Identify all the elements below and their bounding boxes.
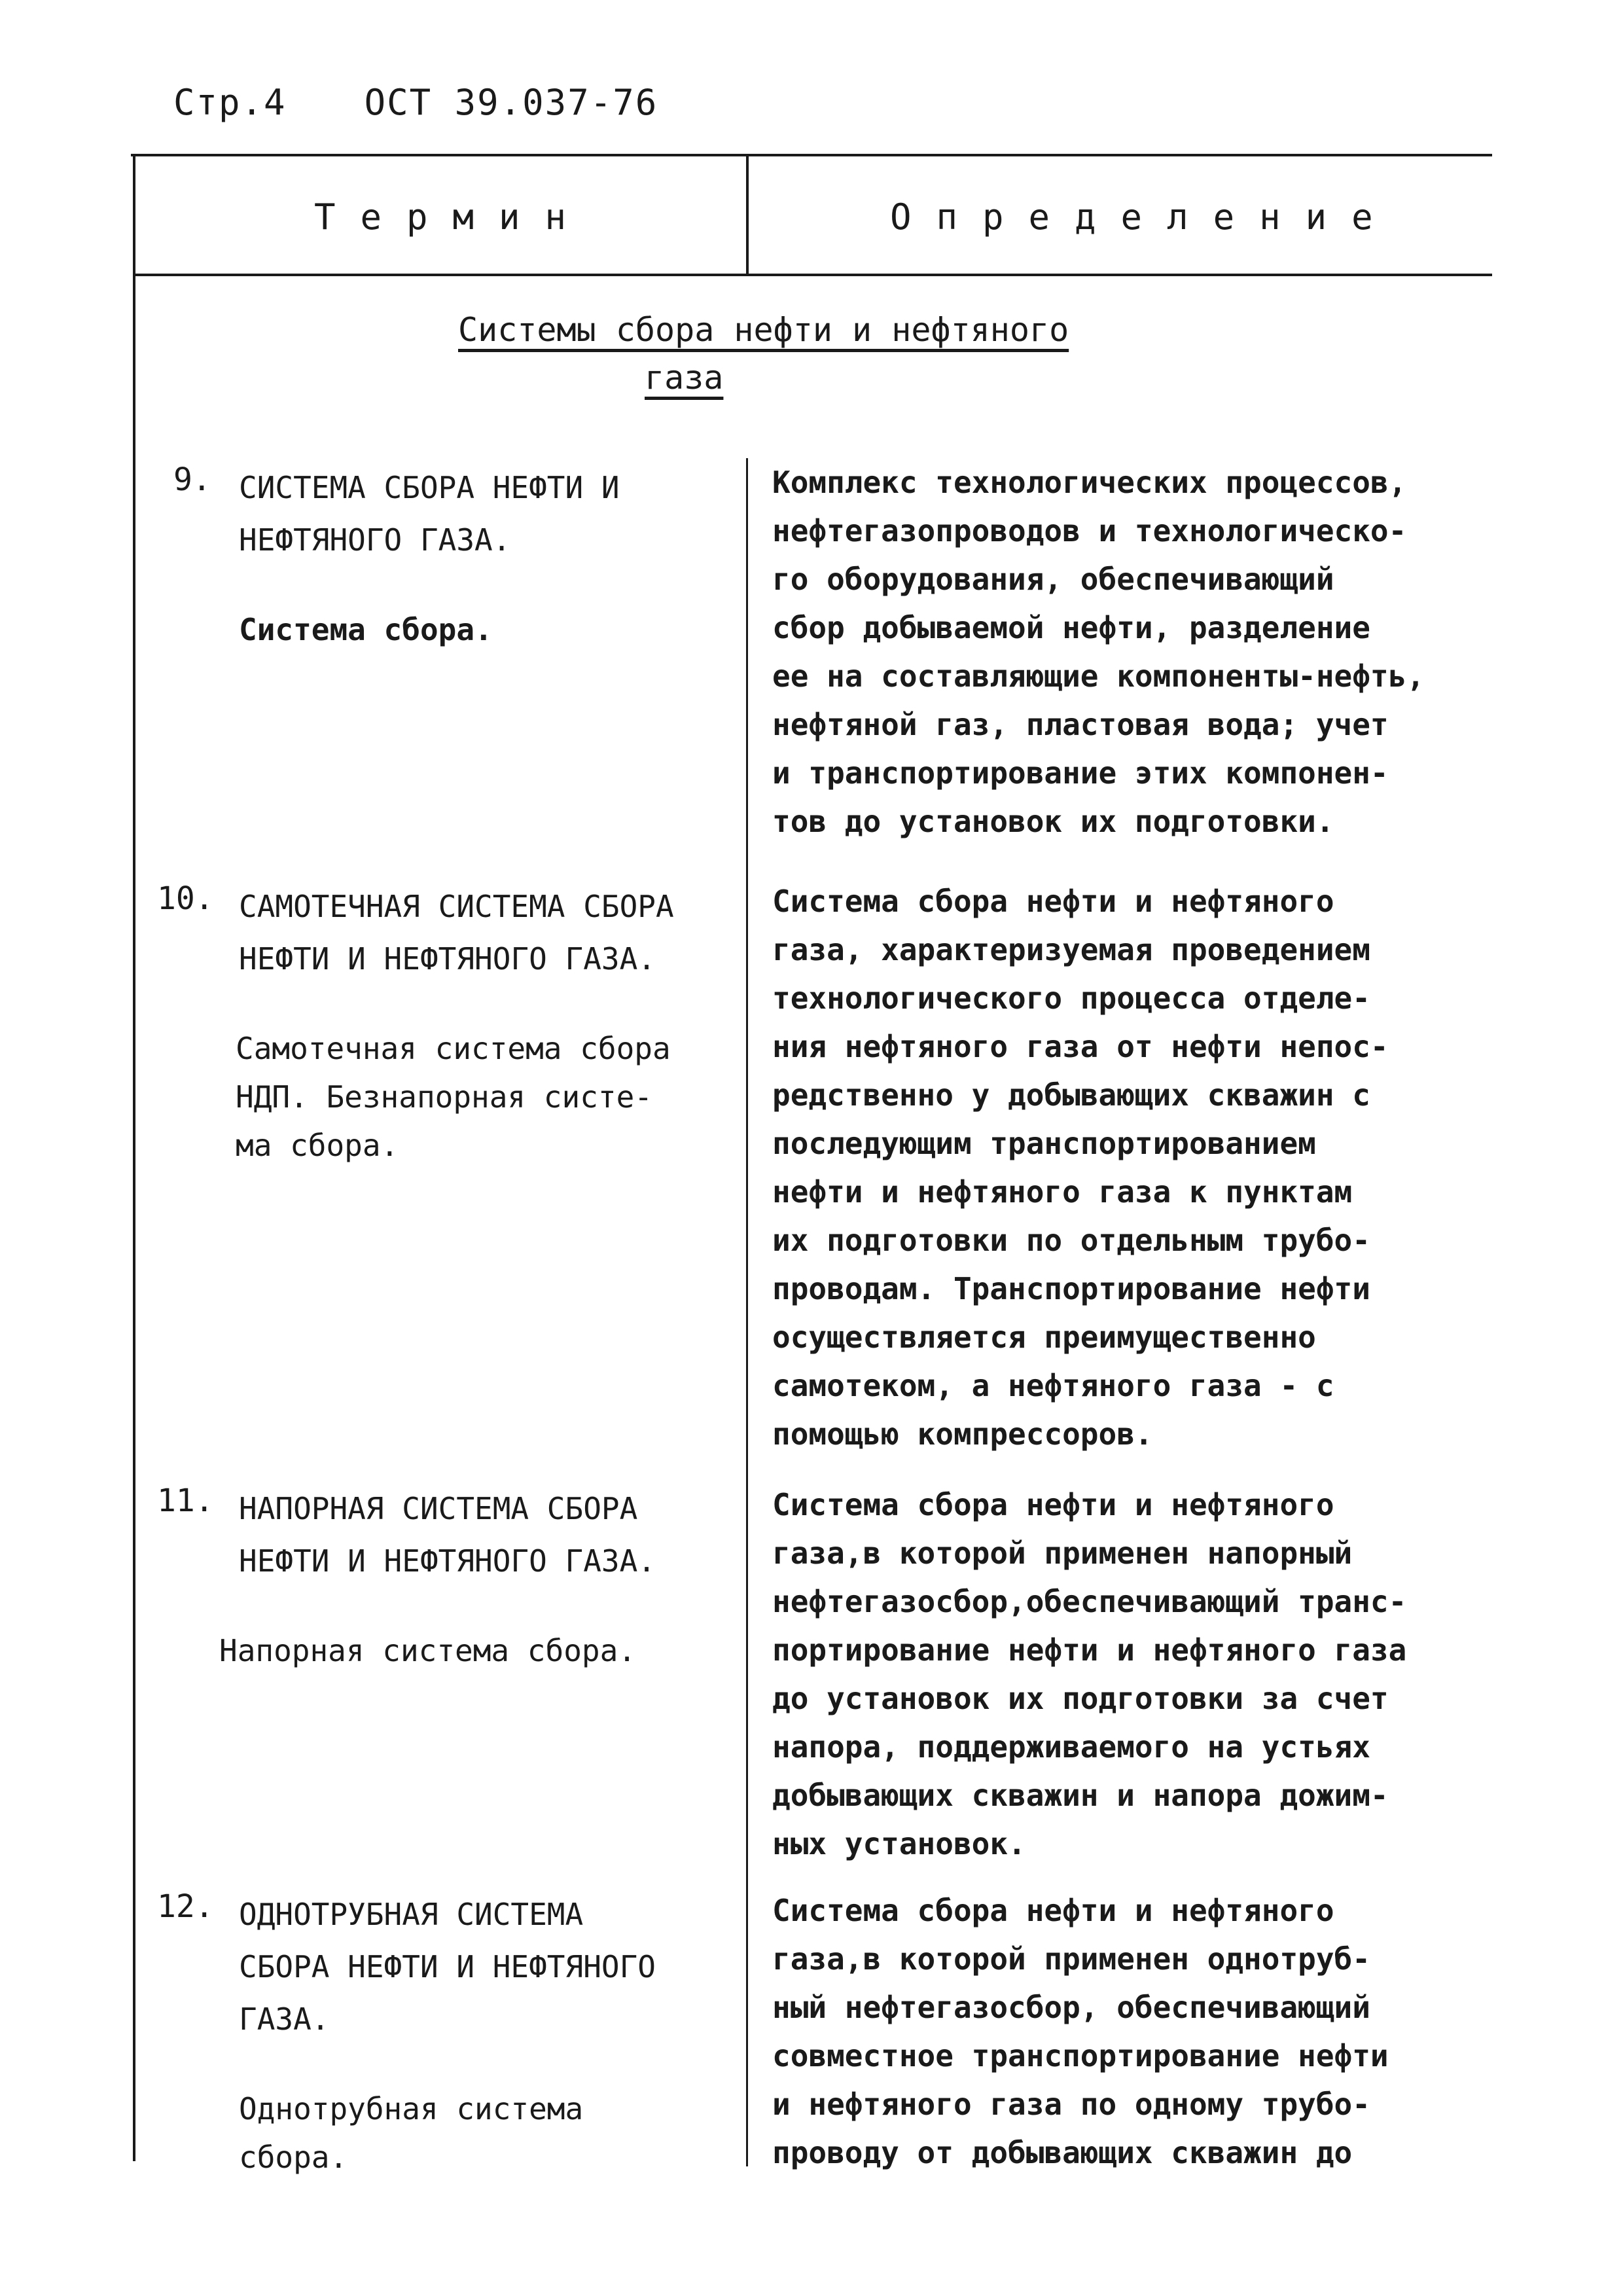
term-synonym: Самотечная система сбора НДП. Безнапорная систе- ма сбора. (236, 1031, 671, 1163)
term-definition: Комплекс технологических процессов, нефтегазопроводов и технологическо- го оборудования, обеспечивающий сбор добываемой нефти, разделение ее на составляющие компоненты-нефть, нефтяной газ, пластовая вода; учет и транспортирование этих компонен- тов до установок их подготовки. (772, 465, 1425, 839)
entry-number: 9. (173, 461, 211, 498)
column-header-term: Термин (314, 196, 592, 238)
column-header-definition: Определение (890, 196, 1398, 238)
section-heading-line1: Системы сбора нефти и нефтяного (458, 311, 1069, 349)
entry-number: 11. (157, 1482, 214, 1519)
term-definition: Система сбора нефти и нефтяного газа,в которой применен напорный нефтегазосбор,обеспечивающий транс- портирование нефти и нефтяного газа до установок их подготовки за счет напора, поддерживаемого на устьях добывающих скважин и напора дожим- ных установок. (772, 1487, 1407, 1861)
column-divider (746, 155, 749, 276)
entry-number: 10. (157, 880, 214, 917)
section-heading-line2: газа (645, 359, 724, 397)
table-top-rule (131, 154, 1492, 156)
term-synonym: Напорная система сбора. (219, 1633, 636, 1668)
page-header (173, 82, 658, 123)
standard-number: ОСТ 39.037-76 (364, 82, 658, 123)
term-name: НАПОРНАЯ СИСТЕМА СБОРА НЕФТИ И НЕФТЯНОГО ГАЗА. (239, 1491, 656, 1579)
term-name: СИСТЕМА СБОРА НЕФТИ И НЕФТЯНОГО ГАЗА. (239, 470, 620, 558)
term-definition: Система сбора нефти и нефтяного газа, характеризуемая проведением технологического процесса отделе- ния нефтяного газа от нефти непос- редственно у добывающих скважин с последующим транспортированием нефти и нефтяного газа к пунктам их подготовки по отдельным трубо- проводам. Транспортирование нефти осуществляется преимущественно самотеком, а нефтяного газа - с помощью компрессоров. (772, 884, 1389, 1452)
table-left-border (133, 155, 135, 2161)
term-name: САМОТЕЧНАЯ СИСТЕМА СБОРА НЕФТИ И НЕФТЯНОГО ГАЗА. (239, 889, 674, 977)
column-divider-body (746, 458, 748, 2166)
header-bottom-rule (133, 274, 1492, 276)
term-synonym: Система сбора. (239, 612, 493, 647)
term-name: ОДНОТРУБНАЯ СИСТЕМА СБОРА НЕФТИ И НЕФТЯНОГО ГАЗА. (239, 1897, 656, 2037)
term-definition: Система сбора нефти и нефтяного газа,в которой применен однотруб- ный нефтегазосбор, обеспечивающий совместное транспортирование нефти и нефтяного газа по одному трубо- проводу от добывающих скважин до (772, 1893, 1389, 2170)
entry-number: 12. (157, 1888, 214, 1925)
page-label: Стр.4 (173, 82, 287, 123)
term-synonym: Однотрубная система сбора. (239, 2091, 584, 2175)
